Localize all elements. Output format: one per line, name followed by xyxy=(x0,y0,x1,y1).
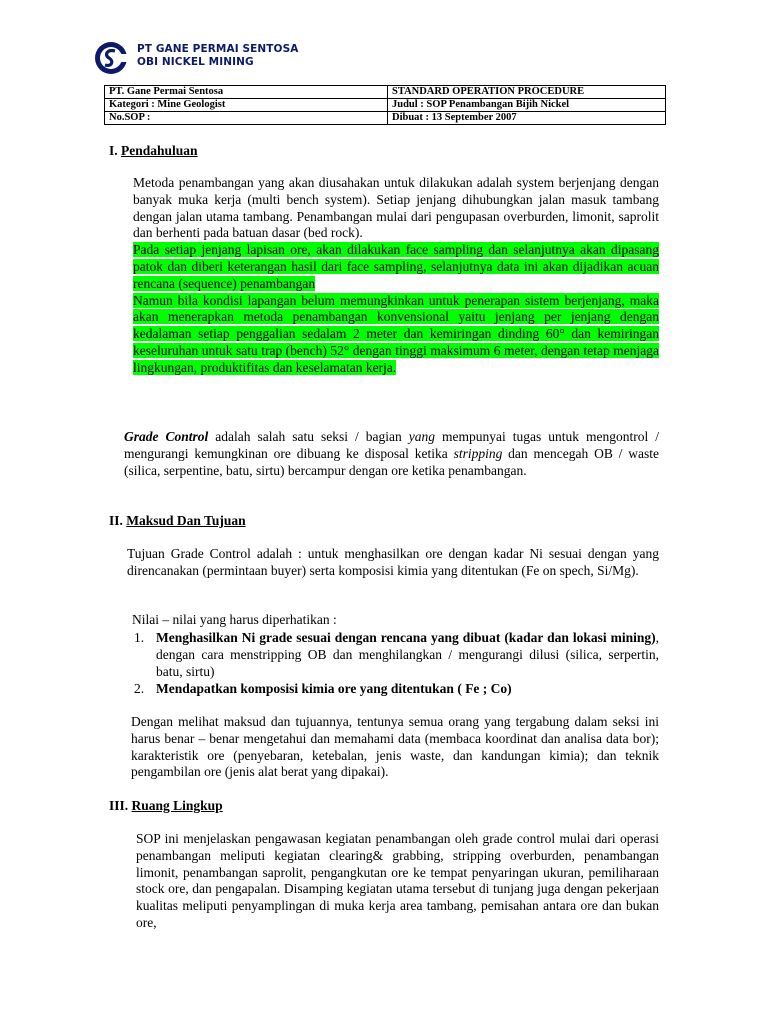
objective-paragraph: Tujuan Grade Control adalah : untuk menghasilkan ore dengan kadar Ni sesuai dengan yang direncanakan (permintaan buyer) serta komposisi kimia yang ditentukan (Fe on spech, Si/Mg). xyxy=(127,546,659,578)
gc-text-c: dan mencegah OB / waste (silica, serpentine, batu, sirtu) bercampur dengan ore ketika penambangan. xyxy=(124,445,660,478)
sop-header-table xyxy=(104,85,666,125)
title-cell: Judul : SOP Penambangan Bijih Nickel xyxy=(388,99,666,112)
logo-company-name: PT GANE PERMAI SENTOSA xyxy=(137,43,299,55)
intro-paragraph xyxy=(133,175,659,377)
section-heading-pendahuluan xyxy=(109,143,198,159)
company-cell: PT. Gane Permai Sentosa xyxy=(105,86,388,99)
section-number: I. xyxy=(109,143,118,158)
list-item-bold: Menghasilkan Ni grade sesuai dengan rencana yang dibuat (kadar dan lokasi mining) xyxy=(156,630,656,645)
section-title: Ruang Lingkup xyxy=(131,798,223,813)
section-title: Pendahuluan xyxy=(121,143,198,158)
category-cell: Kategori : Mine Geologist xyxy=(105,99,388,112)
list-number: 2. xyxy=(134,681,145,696)
section-number: II. xyxy=(109,513,123,528)
section-heading-maksud xyxy=(109,513,246,529)
logo-text xyxy=(137,43,298,69)
table-row xyxy=(105,86,666,99)
sop-number-cell: No.SOP : xyxy=(105,112,388,125)
doc-type-cell: STANDARD OPERATION PROCEDURE xyxy=(388,86,666,99)
section-title: Maksud Dan Tujuan xyxy=(126,513,246,528)
gc-yang: yang xyxy=(408,429,436,444)
section-heading-ruang-lingkup xyxy=(109,798,223,814)
table-row xyxy=(105,99,666,112)
list-item-bold: Mendapatkan komposisi kimia ore yang ditentukan ( Fe ; Co) xyxy=(156,681,512,696)
intro-text: Metoda penambangan yang akan diusahakan untuk dilakukan adalah system berjenjang dengan banyak muka kerja (multi bench system). Setiap jenjang dihubungkan jalan masuk tambang dengan jalan utama tambang. Penambangan mulai dari pengupasan overburden, limonit, saprolit dan berhenti pada batuan dasar (bed rock). xyxy=(133,175,659,241)
gc-text-a: adalah salah satu seksi / bagian xyxy=(208,429,409,444)
gc-text-b: mempunyai tugas untuk mengontrol / mengurangi kemungkinan ore dibuang ke disposal ketika xyxy=(124,429,660,461)
understanding-paragraph: Dengan melihat maksud dan tujuannya, tentunya semua orang yang tergabung dalam seksi ini harus benar – benar mengetahui dan memahami data (membaca koordinat dan analisa data bor); karakteristik ore (penyebaran, ketebalan, jenis waste, dan kandungan kimia); dan teknik pengambilan ore (jenis alat berat yang dipakai). xyxy=(131,714,659,780)
values-intro: Nilai – nilai yang harus diperhatikan : xyxy=(132,612,337,627)
highlighted-conventional-method-text: Namun bila kondisi lapangan belum memungkinkan untuk penerapan sistem berjenjang, maka akan menerapkan metoda penambangan konvensional yaitu jenjang per jenjang dengan kedalaman setiap penggalian sedalam 2 meter dan kemiringan dinding 60° dan kemiringan keseluruhan untuk satu trap (bench) 52° dengan tinggi maksimum 6 meter, dengan tetap menjaga lingkungan, produktifitas dan keselamatan kerja. xyxy=(133,292,659,375)
logo-subtitle: OBI NICKEL MINING xyxy=(137,56,254,68)
scope-paragraph: SOP ini menjelaskan pengawasan kegiatan penambangan oleh grade control mulai dari operasi penambangan meliputi kegiatan clearing& grabbing, stripping overburden, penambangan limonit, penambangan saprolit, pengangkutan ore ke tempat penyaringan ukuran, pemiliharaan stock ore, dan pengapalan. Disamping kegiatan utama tersebut di tunjang juga dengan pekerjaan kualitas meliputi penyamplingan di muka kerja area tambang, pemisahan antara ore dan bukan ore, xyxy=(136,831,659,930)
list-item xyxy=(134,630,659,680)
grade-control-term: Grade Control xyxy=(124,429,209,444)
company-logo-icon xyxy=(93,40,129,76)
highlighted-face-sampling-text: Pada setiap jenjang lapisan ore, akan dilakukan face sampling dan selanjutnya akan dipasang patok dan diberi keterangan hasil dari face sampling, selanjutnya data ini akan dijadikan acuan rencana (sequence) penambangan xyxy=(133,242,659,291)
section-number: III. xyxy=(109,798,129,813)
grade-control-paragraph xyxy=(124,429,659,479)
created-date-cell: Dibuat : 13 September 2007 xyxy=(388,112,666,125)
list-item-rest: , dengan cara menstripping OB dan menghilangkan / mengurangi dilusi (silica, serpertin, batu, sirtu) xyxy=(156,630,659,679)
list-number: 1. xyxy=(134,630,145,645)
list-item xyxy=(134,681,659,698)
table-row xyxy=(105,112,666,125)
gc-stripping: stripping xyxy=(453,445,503,461)
